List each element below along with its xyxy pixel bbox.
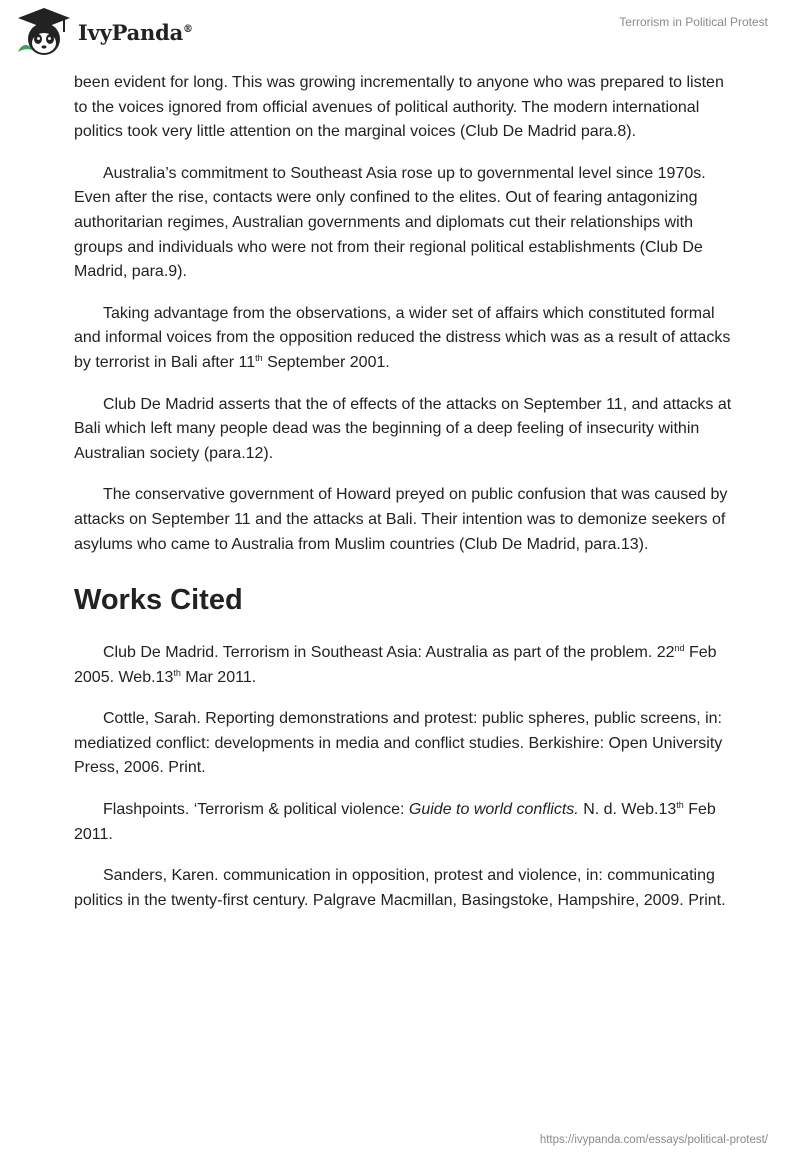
body-paragraph: The conservative government of Howard preyed on public confusion that was caused by attacks on September 11 and the attacks at Bali. Their intention was to demonize seekers of asylums who came to Australia from Muslim countries (Club De Madrid, para.13). [74,486,728,553]
body-paragraph: been evident for long. This was growing incrementally to anyone who was prepared to listen to the voices ignored from official avenues of political authority. The modern international politics took very little attention on the marginal voices (Club De Madrid para.8). [74,74,724,141]
body-paragraph: Australia’s commitment to Southeast Asia rose up to governmental level since 1970s. Even after the rise, contacts were only confined to the elites. Out of fearing antagonizing authoritarian regimes, Australian governments and diplomats cut their relationships with groups and individuals who were not from their regional political establishments (Club De Madrid, para.9). [74,164,706,281]
brand-name: IvyPanda® [78,19,193,45]
body-paragraph: Club De Madrid asserts that the of effects of the attacks on September 11, and attacks at Bali which left many people dead was the beginning of a deep feeling of insecurity within Australian society (para.12). [74,395,732,462]
body-paragraph: Taking advantage from the observations, a wider set of affairs which constituted formal and informal voices from the opposition reduced the distress which was as a result of attacks by terrorist in Bali after 11th September 2001. [74,304,731,371]
works-cited-heading: Works Cited [74,584,243,617]
citation-entry: Club De Madrid. Terrorism in Southeast Asia: Australia as part of the problem. 22nd Feb 2005. Web.13th Mar 2011. [74,643,717,686]
essay-content [74,71,734,930]
citation-entry: Cottle, Sarah. Reporting demonstrations and protest: public spheres, public screens, in: mediatized conflict: developments in media and conflict studies. Berkishire: Open University Press, 2006. Print. [74,710,723,777]
citation-entry: Sanders, Karen. communication in opposition, protest and violence, in: communicating politics in the twenty-first century. Palgrave Macmillan, Basingstoke, Hampshire, 2009. Print. [74,867,726,909]
document-title: Terrorism in Political Protest [619,15,768,29]
panda-graduate-icon [14,6,74,58]
citation-entry: Flashpoints. ‘Terrorism & political violence: Guide to world conflicts. N. d. Web.13th Feb 2011. [74,800,716,843]
site-logo[interactable] [14,6,193,58]
source-url-link[interactable]: https://ivypanda.com/essays/political-protest/ [539,1134,768,1146]
